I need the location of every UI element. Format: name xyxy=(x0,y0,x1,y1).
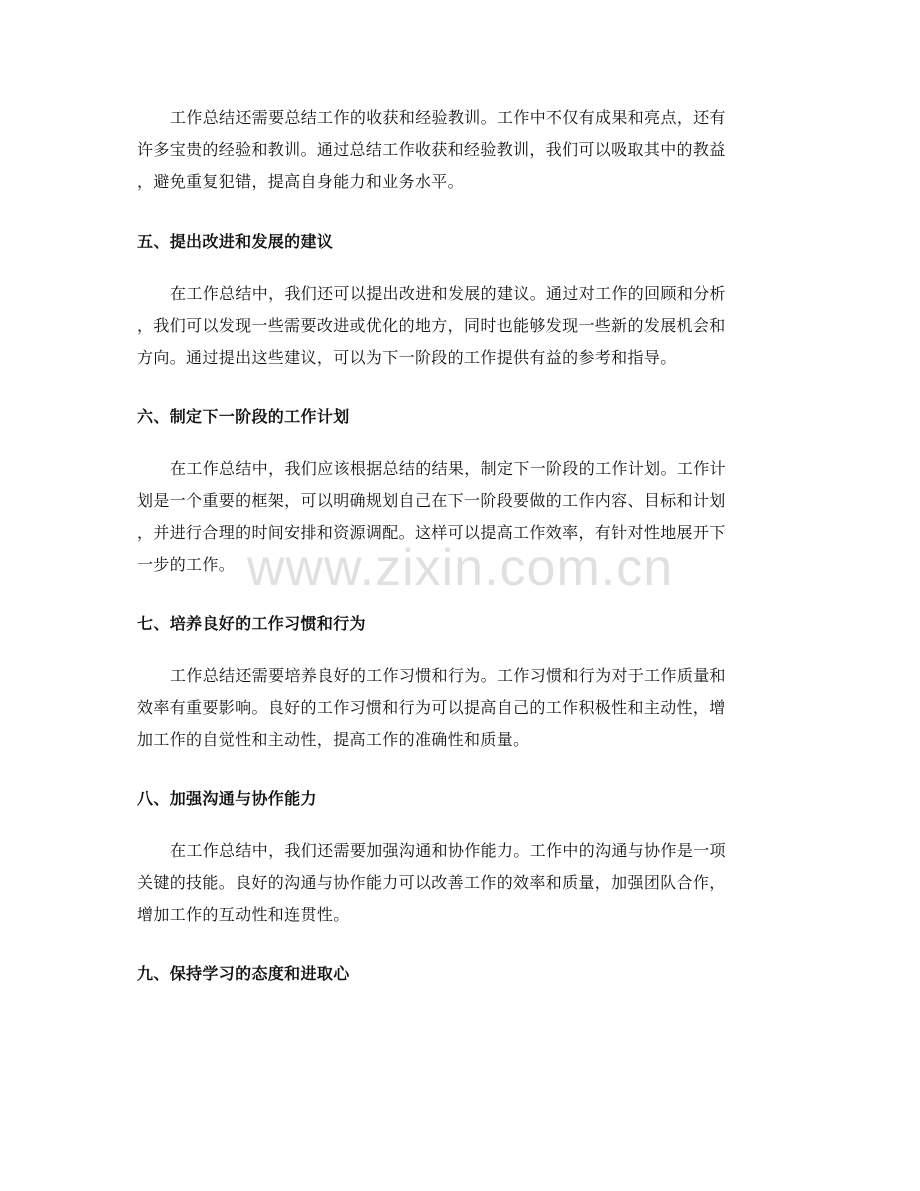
text-line: ，我们可以发现一些需要改进或优化的地方，同时也能够发现一些新的发展机会和 xyxy=(137,316,726,335)
text-line: 方向。通过提出这些建议，可以为下一阶段的工作提供有益的参考和指导。 xyxy=(137,348,677,367)
paragraph-communication xyxy=(137,835,787,931)
text-line: 工作总结还需要培养良好的工作习惯和行为。工作习惯和行为对于工作质量和 xyxy=(170,666,726,685)
section-heading-6: 六、制定下一阶段的工作计划 xyxy=(137,407,350,426)
text-line: 关键的技能。良好的沟通与协作能力可以改善工作的效率和质量，加强团队合作， xyxy=(137,873,726,892)
paragraph-work-habits xyxy=(137,660,787,756)
section-heading-8: 八、加强沟通与协作能力 xyxy=(137,789,317,808)
paragraph-improvement-suggestions xyxy=(137,278,787,374)
text-line: 许多宝贵的经验和教训。通过总结工作收获和经验教训，我们可以吸取其中的教益 xyxy=(137,140,726,159)
text-line: 在工作总结中，我们还可以提出改进和发展的建议。通过对工作的回顾和分析 xyxy=(170,284,726,303)
section-heading-9: 九、保持学习的态度和进取心 xyxy=(137,964,350,983)
text-line: 在工作总结中，我们应该根据总结的结果，制定下一阶段的工作计划。工作计 xyxy=(170,459,726,478)
text-line: 加工作的自觉性和主动性，提高工作的准确性和质量。 xyxy=(137,730,530,749)
section-heading-5: 五、提出改进和发展的建议 xyxy=(137,232,334,251)
text-line: 一步的工作。 xyxy=(137,555,236,574)
text-line: ，避免重复犯错，提高自身能力和业务水平。 xyxy=(137,172,465,191)
text-line: 增加工作的互动性和连贯性。 xyxy=(137,905,350,924)
text-line: ，并进行合理的时间安排和资源调配。这样可以提高工作效率，有针对性地展开下 xyxy=(137,523,726,542)
paragraph-work-lessons xyxy=(137,102,787,198)
text-line: 工作总结还需要总结工作的收获和经验教训。工作中不仅有成果和亮点，还有 xyxy=(170,108,726,127)
text-line: 效率有重要影响。良好的工作习惯和行为可以提高自己的工作积极性和主动性，增 xyxy=(137,698,726,717)
section-heading-7: 七、培养良好的工作习惯和行为 xyxy=(137,614,366,633)
paragraph-next-stage-plan xyxy=(137,453,787,581)
watermark: www.zixin.com.cn xyxy=(246,539,674,597)
text-line: 划是一个重要的框架，可以明确规划自己在下一阶段要做的工作内容、目标和计划 xyxy=(137,491,726,510)
text-line: 在工作总结中，我们还需要加强沟通和协作能力。工作中的沟通与协作是一项 xyxy=(170,841,726,860)
